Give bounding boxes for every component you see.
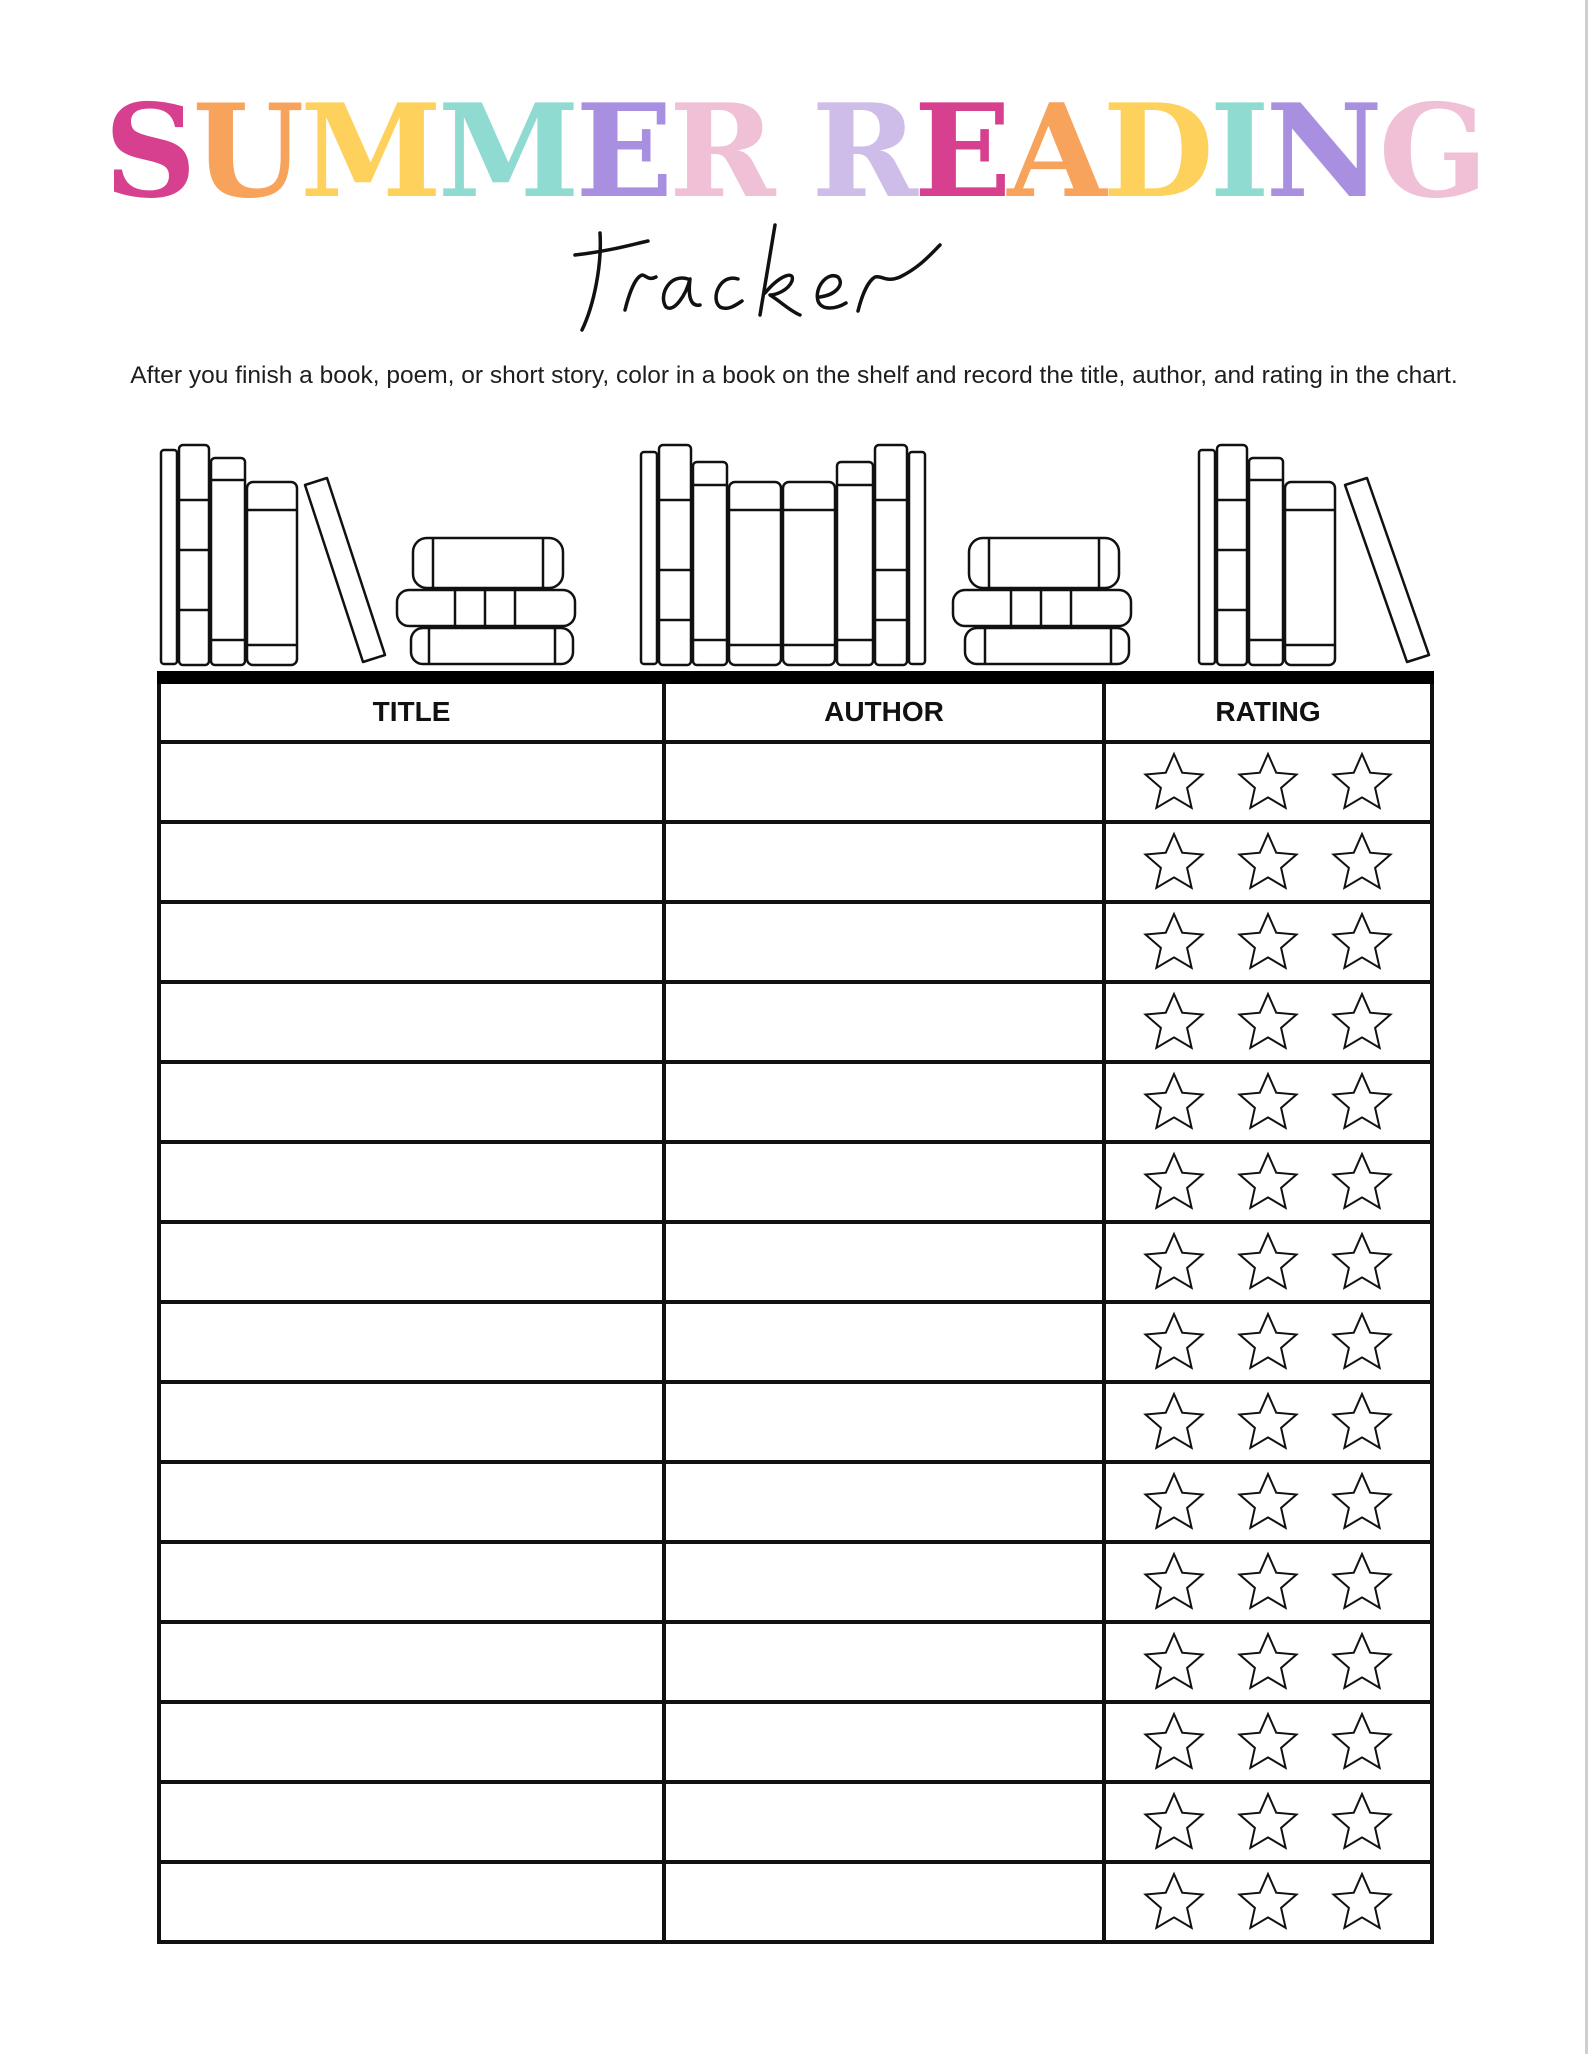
rating-cell — [1104, 1222, 1432, 1302]
title-entry-cell[interactable] — [159, 1382, 664, 1462]
star-icon[interactable] — [1237, 1071, 1299, 1133]
title-letter: G — [1378, 77, 1484, 227]
author-entry-cell[interactable] — [664, 1862, 1104, 1942]
title-letter: N — [1265, 77, 1379, 227]
star-icon[interactable] — [1331, 1311, 1393, 1373]
rating-cell — [1104, 1702, 1432, 1782]
subtitle-text — [570, 215, 1010, 325]
bookshelf-illustration — [155, 440, 1445, 675]
rating-cell — [1104, 1142, 1432, 1222]
star-icon[interactable] — [1237, 1231, 1299, 1293]
title-letter: D — [1102, 77, 1210, 227]
title-entry-cell[interactable] — [159, 1862, 664, 1942]
rating-cell — [1104, 1862, 1432, 1942]
star-icon[interactable] — [1331, 1151, 1393, 1213]
star-icon[interactable] — [1143, 1391, 1205, 1453]
table-row — [159, 1622, 1432, 1702]
table-row — [159, 822, 1432, 902]
star-icon[interactable] — [1331, 1631, 1393, 1693]
title-entry-cell[interactable] — [159, 822, 664, 902]
rating-cell — [1104, 1382, 1432, 1462]
title-letter: A — [1007, 77, 1103, 227]
star-icon[interactable] — [1237, 1631, 1299, 1693]
star-icon[interactable] — [1143, 1791, 1205, 1853]
author-entry-cell[interactable] — [664, 1782, 1104, 1862]
star-icon[interactable] — [1143, 1311, 1205, 1373]
column-header-author: AUTHOR — [664, 678, 1104, 743]
rating-cell — [1104, 1782, 1432, 1862]
star-icon[interactable] — [1143, 751, 1205, 813]
rating-cell — [1104, 1062, 1432, 1142]
author-entry-cell[interactable] — [664, 902, 1104, 982]
star-icon[interactable] — [1237, 1711, 1299, 1773]
table-row — [159, 1862, 1432, 1942]
author-entry-cell[interactable] — [664, 1142, 1104, 1222]
star-icon[interactable] — [1331, 1071, 1393, 1133]
star-icon[interactable] — [1237, 1391, 1299, 1453]
rating-cell — [1104, 822, 1432, 902]
title-entry-cell[interactable] — [159, 1222, 664, 1302]
title-letter: R — [669, 77, 772, 227]
title-letter: R — [811, 77, 914, 227]
column-header-rating: RATING — [1104, 678, 1432, 743]
star-icon[interactable] — [1143, 1071, 1205, 1133]
author-entry-cell[interactable] — [664, 822, 1104, 902]
table-row — [159, 1062, 1432, 1142]
star-icon[interactable] — [1143, 1711, 1205, 1773]
table-row — [159, 982, 1432, 1062]
rating-cell — [1104, 1622, 1432, 1702]
star-icon[interactable] — [1237, 991, 1299, 1053]
table-row — [159, 1222, 1432, 1302]
table-row — [159, 1702, 1432, 1782]
star-icon[interactable] — [1143, 831, 1205, 893]
table-row — [159, 902, 1432, 982]
table-row — [159, 742, 1432, 822]
author-entry-cell[interactable] — [664, 1302, 1104, 1382]
title-letter: M — [437, 77, 576, 227]
title-entry-cell[interactable] — [159, 1302, 664, 1382]
table-row — [159, 1542, 1432, 1622]
star-icon[interactable] — [1237, 1311, 1299, 1373]
star-icon[interactable] — [1143, 1631, 1205, 1693]
star-icon[interactable] — [1143, 1871, 1205, 1933]
star-icon[interactable] — [1143, 1551, 1205, 1613]
author-entry-cell[interactable] — [664, 742, 1104, 822]
table-row — [159, 1382, 1432, 1462]
title-letter: M — [300, 77, 438, 227]
title-entry-cell[interactable] — [159, 982, 664, 1062]
star-icon[interactable] — [1331, 831, 1393, 893]
rating-cell — [1104, 1462, 1432, 1542]
star-icon[interactable] — [1331, 1551, 1393, 1613]
page-title — [0, 77, 1588, 227]
title-entry-cell[interactable] — [159, 902, 664, 982]
table-row — [159, 1462, 1432, 1542]
star-icon[interactable] — [1331, 1711, 1393, 1773]
title-letter: E — [913, 77, 1008, 227]
title-letter: E — [575, 77, 670, 227]
title-letter: I — [1209, 77, 1266, 227]
star-icon[interactable] — [1237, 1551, 1299, 1613]
rating-cell — [1104, 982, 1432, 1062]
star-icon[interactable] — [1143, 911, 1205, 973]
title-entry-cell[interactable] — [159, 1062, 664, 1142]
reading-tracker-table — [157, 671, 1434, 1944]
table-row — [159, 1302, 1432, 1382]
author-entry-cell[interactable] — [664, 1382, 1104, 1462]
title-letter: U — [192, 77, 301, 227]
author-entry-cell[interactable] — [664, 1542, 1104, 1622]
author-entry-cell[interactable] — [664, 1702, 1104, 1782]
title-entry-cell[interactable] — [159, 1702, 664, 1782]
title-entry-cell[interactable] — [159, 1142, 664, 1222]
column-header-title: TITLE — [159, 678, 664, 743]
title-entry-cell[interactable] — [159, 1462, 664, 1542]
rating-cell — [1104, 1542, 1432, 1622]
star-icon[interactable] — [1331, 1471, 1393, 1533]
star-icon[interactable] — [1237, 751, 1299, 813]
star-icon[interactable] — [1331, 751, 1393, 813]
star-icon[interactable] — [1237, 831, 1299, 893]
table-row — [159, 1142, 1432, 1222]
star-icon[interactable] — [1237, 1151, 1299, 1213]
rating-cell — [1104, 902, 1432, 982]
star-icon[interactable] — [1143, 1231, 1205, 1293]
star-icon[interactable] — [1331, 911, 1393, 973]
title-entry-cell[interactable] — [159, 1782, 664, 1862]
title-entry-cell[interactable] — [159, 742, 664, 822]
author-entry-cell[interactable] — [664, 1222, 1104, 1302]
title-entry-cell[interactable] — [159, 1542, 664, 1622]
star-icon[interactable] — [1237, 1471, 1299, 1533]
title-letter: S — [104, 77, 193, 227]
author-entry-cell[interactable] — [664, 1062, 1104, 1142]
title-entry-cell[interactable] — [159, 1622, 664, 1702]
rating-cell — [1104, 1302, 1432, 1382]
star-icon[interactable] — [1237, 1791, 1299, 1853]
author-entry-cell[interactable] — [664, 1462, 1104, 1542]
author-entry-cell[interactable] — [664, 982, 1104, 1062]
star-icon[interactable] — [1143, 991, 1205, 1053]
star-icon[interactable] — [1331, 1871, 1393, 1933]
table-row — [159, 1782, 1432, 1862]
star-icon[interactable] — [1331, 1391, 1393, 1453]
author-entry-cell[interactable] — [664, 1622, 1104, 1702]
star-icon[interactable] — [1143, 1471, 1205, 1533]
star-icon[interactable] — [1237, 1871, 1299, 1933]
subtitle-script — [570, 215, 1010, 345]
star-icon[interactable] — [1331, 1231, 1393, 1293]
star-icon[interactable] — [1331, 1791, 1393, 1853]
instructions-text: After you finish a book, poem, or short story, color in a book on the shelf and record the title, author, and rating in the chart. — [130, 362, 1458, 389]
star-icon[interactable] — [1331, 991, 1393, 1053]
star-icon[interactable] — [1237, 911, 1299, 973]
rating-cell — [1104, 742, 1432, 822]
table-header-row — [159, 678, 1432, 743]
star-icon[interactable] — [1143, 1151, 1205, 1213]
